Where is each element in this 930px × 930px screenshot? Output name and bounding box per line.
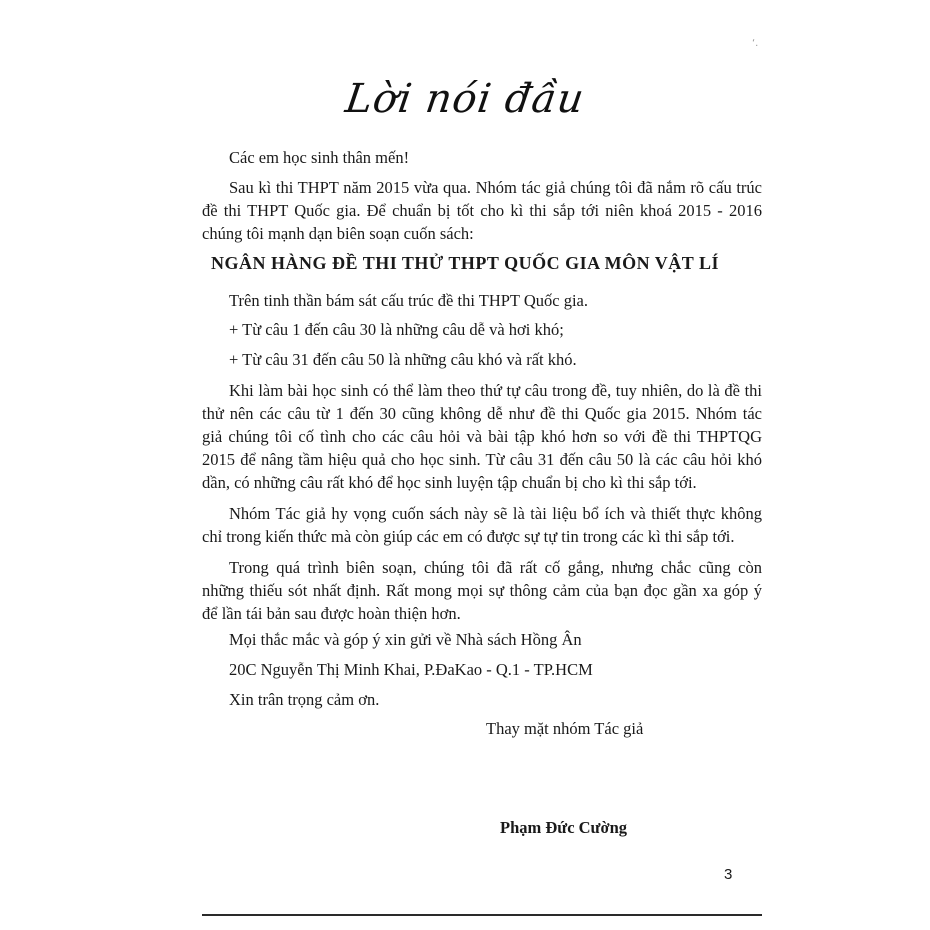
page-number: 3 <box>724 866 733 883</box>
corner-mark: ‘. <box>752 38 759 49</box>
paragraph2-line-2: thử nên các câu từ 1 đến 30 cũng không dễ như đề thi Quốc gia 2015. Nhóm tác <box>202 404 762 423</box>
signature-role: Thay mặt nhóm Tác giả <box>486 719 644 738</box>
paragraph2-line-4: 2015 để nâng tầm hiệu quả cho học sinh. Từ câu 31 đến câu 50 là các câu hỏi khó <box>202 450 762 469</box>
paragraph2-line-5: dần, có những câu rất khó để học sinh luyện tập chuẩn bị cho kì thi sắp tới. <box>202 473 697 492</box>
contact-line: Mọi thắc mắc và góp ý xin gửi về Nhà sách Hồng Ân <box>229 630 582 649</box>
bottom-rule <box>202 914 762 916</box>
greeting-text: Các em học sinh thân mến! <box>229 148 410 167</box>
thanks-line: Xin trân trọng cảm ơn. <box>229 690 380 709</box>
paragraph1-line-2: đề thi THPT Quốc gia. Để chuẩn bị tốt cho kì thi sắp tới niên khoá 2015 - 2016 <box>202 201 762 220</box>
paragraph2-line-1: Khi làm bài học sinh có thể làm theo thứ tự câu trong đề, tuy nhiên, do là đề thi <box>229 381 762 400</box>
spirit-line: Trên tinh thần bám sát cấu trúc đề thi THPT Quốc gia. <box>229 291 588 310</box>
paragraph4-line-3: để lần tái bản sau được hoàn thiện hơn. <box>202 604 461 623</box>
page-title: Lời nói đầu <box>342 76 588 122</box>
paragraph2-line-3: giả chúng tôi cố tình cho các câu hỏi và bài tập khó hơn so với đề thi THPTQG <box>202 427 762 446</box>
bullet-2: + Từ câu 31 đến câu 50 là những câu khó và rất khó. <box>229 350 577 369</box>
paragraph1-line-1: Sau kì thi THPT năm 2015 vừa qua. Nhóm tác giả chúng tôi đã nắm rõ cấu trúc <box>229 178 762 197</box>
paragraph1-line-3: chúng tôi mạnh dạn biên soạn cuốn sách: <box>202 224 474 243</box>
paragraph4-line-2: những thiếu sót nhất định. Rất mong mọi sự thông cảm của bạn đọc gần xa góp ý <box>202 581 762 600</box>
paragraph3-line-1: Nhóm Tác giả hy vọng cuốn sách này sẽ là tài liệu bổ ích và thiết thực không <box>229 504 762 523</box>
bullet-1: + Từ câu 1 đến câu 30 là những câu dễ và hơi khó; <box>229 320 564 339</box>
paragraph4-line-1: Trong quá trình biên soạn, chúng tôi đã rất cố gắng, nhưng chắc cũng còn <box>229 558 762 577</box>
book-title: NGÂN HÀNG ĐỀ THI THỬ THPT QUỐC GIA MÔN VẬT LÍ <box>211 253 719 273</box>
paragraph3-line-2: chỉ trong kiến thức mà còn giúp các em có được sự tự tin trong các kì thi sắp tới. <box>202 527 735 546</box>
address-line: 20C Nguyễn Thị Minh Khai, P.ĐaKao - Q.1 - TP.HCM <box>229 660 593 679</box>
signature-name: Phạm Đức Cường <box>500 818 628 837</box>
